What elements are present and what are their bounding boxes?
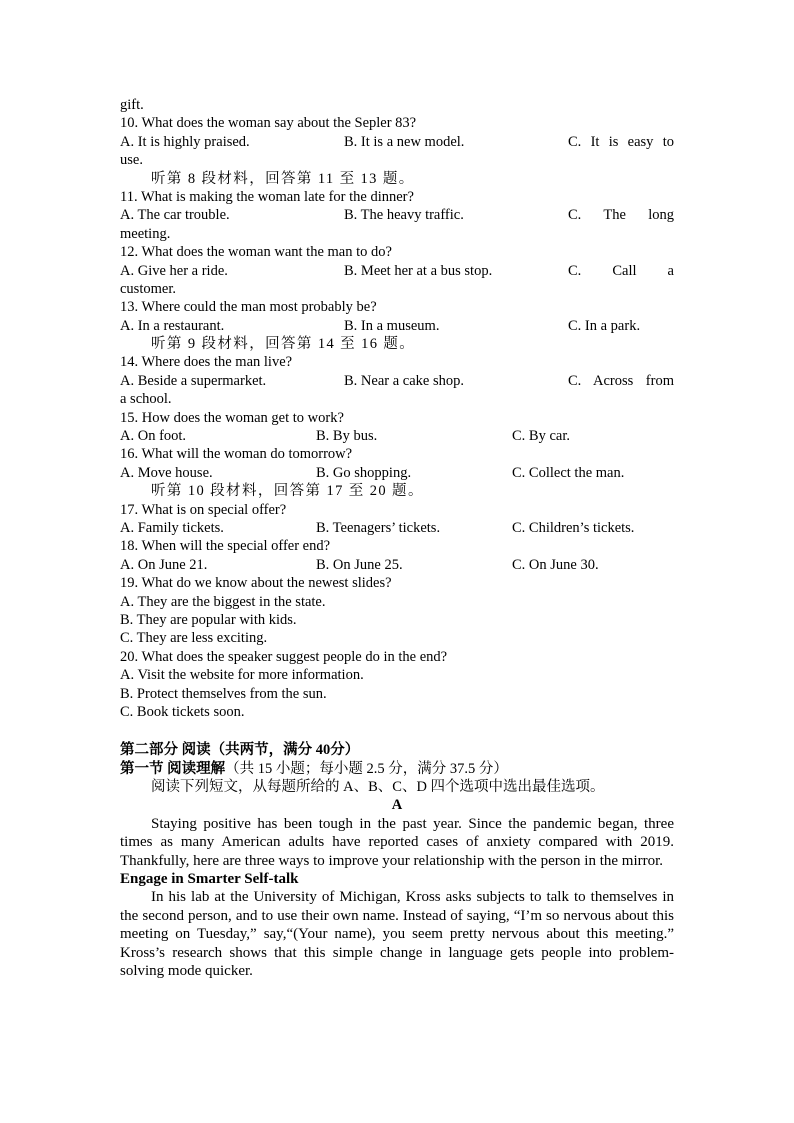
option-c: C. By car. bbox=[512, 428, 570, 445]
reading-instruction: 阅读下列短文，从每题所给的 A、B、C、D 四个选项中选出最佳选项。 bbox=[151, 779, 605, 796]
passage-subheading: Engage in Smarter Self-talk bbox=[120, 871, 299, 888]
spacer bbox=[120, 721, 674, 741]
option-a: A. The car trouble. bbox=[120, 207, 230, 224]
option-c: C. Across from bbox=[568, 372, 674, 389]
option-c: C. It is easy to bbox=[568, 133, 674, 150]
question-12-options bbox=[120, 262, 674, 280]
passage-label: A bbox=[391, 797, 403, 814]
question-16-options bbox=[120, 464, 674, 482]
option-b: B. Protect themselves from the sun. bbox=[120, 685, 327, 702]
question-17-options bbox=[120, 519, 674, 537]
option-b: B. In a museum. bbox=[344, 317, 440, 334]
option-a: A. In a restaurant. bbox=[120, 317, 225, 334]
option-a: A. Beside a supermarket. bbox=[120, 372, 267, 389]
question-13-stem: 13. Where could the man most probably be? bbox=[120, 299, 377, 316]
option-b: B. Near a cake shop. bbox=[344, 372, 464, 389]
option-c: C. Children’s tickets. bbox=[512, 519, 635, 536]
question-12-stem: 12. What does the woman want the man to do? bbox=[120, 244, 392, 261]
question-16-stem: 16. What will the woman do tomorrow? bbox=[120, 446, 353, 463]
question-18-stem: 18. When will the special offer end? bbox=[120, 538, 331, 555]
part-two-title: 第二部分 阅读（共两节，满分 40分） bbox=[120, 742, 360, 759]
option-b: B. On June 25. bbox=[316, 556, 403, 573]
option-a: A. Family tickets. bbox=[120, 519, 224, 536]
option-c: C. Book tickets soon. bbox=[120, 703, 245, 720]
section-one-note: （共 15 小题；每小题 2.5 分，满分 37.5 分） bbox=[225, 760, 508, 777]
option-b: B. By bus. bbox=[316, 428, 378, 445]
option-a: A. Move house. bbox=[120, 464, 213, 481]
question-14-stem: 14. Where does the man live? bbox=[120, 354, 293, 371]
option-b: B. They are popular with kids. bbox=[120, 611, 297, 628]
question-10-options bbox=[120, 133, 674, 151]
option-c-continued: a school. bbox=[120, 391, 172, 408]
option-c: C. They are less exciting. bbox=[120, 630, 268, 647]
option-c: C. Collect the man. bbox=[512, 464, 625, 481]
option-c-continued: meeting. bbox=[120, 225, 171, 242]
option-a: A. Visit the website for more information. bbox=[120, 667, 364, 684]
document-page bbox=[120, 96, 674, 980]
option-b: B. Teenagers’ tickets. bbox=[316, 519, 441, 536]
option-b: B. It is a new model. bbox=[344, 133, 465, 150]
question-17-stem: 17. What is on special offer? bbox=[120, 501, 287, 518]
question-15-options bbox=[120, 427, 674, 445]
section-one-title: 第一节 阅读理解 bbox=[120, 760, 226, 777]
option-c-continued: customer. bbox=[120, 280, 176, 297]
option-a: A. Give her a ride. bbox=[120, 262, 228, 279]
question-11-options bbox=[120, 206, 674, 224]
passage-paragraph-1: Staying positive has been tough in the past year. Since the pandemic began, three times as many American adults have reported cases of anxiety compared with 2019. Thankfully, here are three ways to improve your relationship with the person in the mirror. bbox=[120, 815, 674, 869]
question-13-options bbox=[120, 317, 674, 335]
question-19-stem: 19. What do we know about the newest slides? bbox=[120, 575, 392, 592]
option-c: C. The long bbox=[568, 207, 674, 224]
option-b: B. Go shopping. bbox=[316, 464, 412, 481]
question-20-stem: 20. What does the speaker suggest people do in the end? bbox=[120, 648, 448, 665]
question-15-stem: 15. How does the woman get to work? bbox=[120, 409, 344, 426]
question-10-stem: 10. What does the woman say about the Sepler 83? bbox=[120, 115, 417, 132]
question-14-options bbox=[120, 372, 674, 390]
option-a: A. It is highly praised. bbox=[120, 133, 250, 150]
option-c-continued: use. bbox=[120, 152, 143, 169]
section-one-heading bbox=[120, 760, 674, 778]
option-c: C. In a park. bbox=[568, 317, 641, 334]
passage-paragraph-2: In his lab at the University of Michigan, Kross asks subjects to talk to themselves in the second person, and to use their own name. Instead of saying, “I’m so nervous about this meeting on Tuesday,” say,“(Your name), you seem pretty nervous about this meeting.” Kross’s research shows that this simple change in language gets people into problem-solving mode quicker. bbox=[120, 889, 674, 980]
option-c: C. On June 30. bbox=[512, 556, 599, 573]
option-b: B. The heavy traffic. bbox=[344, 207, 464, 224]
section-9-instruction: 听第 9 段材料，回答第 14 至 16 题。 bbox=[151, 336, 416, 353]
option-b: B. Meet her at a bus stop. bbox=[344, 262, 493, 279]
question-18-options bbox=[120, 556, 674, 574]
option-c: C. Call a bbox=[568, 262, 674, 279]
option-a: A. On foot. bbox=[120, 428, 187, 445]
question-11-stem: 11. What is making the woman late for the dinner? bbox=[120, 188, 414, 205]
option-a: A. On June 21. bbox=[120, 556, 208, 573]
text-line: gift. bbox=[120, 97, 144, 113]
section-10-instruction: 听第 10 段材料，回答第 17 至 20 题。 bbox=[151, 483, 424, 500]
option-a: A. They are the biggest in the state. bbox=[120, 593, 326, 610]
section-8-instruction: 听第 8 段材料，回答第 11 至 13 题。 bbox=[151, 170, 415, 187]
